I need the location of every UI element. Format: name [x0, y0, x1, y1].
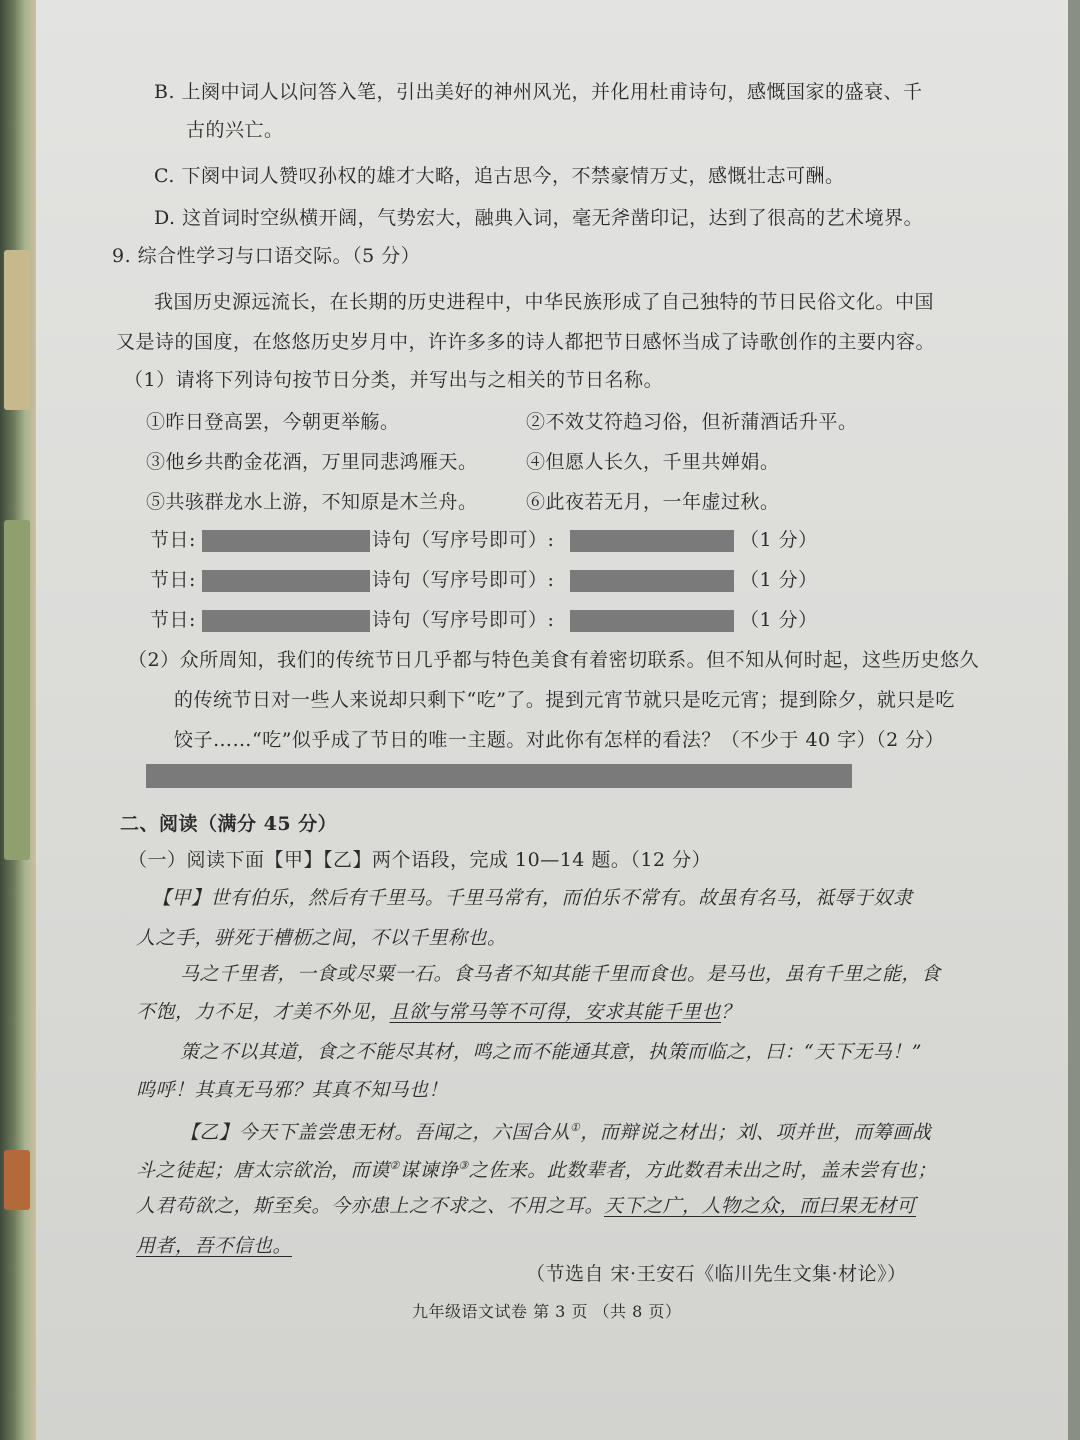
yi-line2-mid: 谋谏诤 [399, 1159, 459, 1182]
yi-line1-end: ，而辩说之材出；刘、项并世，而筹画战 [580, 1121, 932, 1144]
poem-line: ⑤共骇群龙水上游，不知原是木兰舟。 [146, 491, 478, 513]
yi-line2 [136, 1154, 937, 1182]
poem-line: ②不效艾符趋习俗，但祈蒲酒话升平。 [526, 411, 858, 433]
festival-answer-box[interactable] [202, 610, 370, 632]
yi-line1-start: 【乙】今天下盖尝患无材。吾闻之，六国合从 [180, 1121, 571, 1144]
footnote-mark: ① [570, 1121, 581, 1134]
footnote-mark: ③ [458, 1159, 469, 1172]
poem-number-answer-box[interactable] [570, 610, 734, 632]
poem-line: ⑥此夜若无月，一年虚过秋。 [526, 491, 780, 513]
q8-option-b: B. 上阕中词人以问答入笔，引出美好的神州风光，并化用杜甫诗句，感慨国家的盛衰、千 [154, 81, 923, 103]
yi-underlined-sentence: 天下之广，人物之众，而曰果无材可 [604, 1195, 917, 1217]
q9-part2-line2: 的传统节日对一些人来说却只剩下“吃”了。提到元宵节就只是吃元宵；提到除夕，就只是吃 [174, 689, 955, 711]
q9-part1-prompt: （1）请将下列诗句按节日分类，并写出与之相关的节日名称。 [124, 369, 664, 391]
festival-answer-box[interactable] [202, 530, 370, 552]
book-edge [0, 0, 36, 1440]
q9-title: 9. 综合性学习与口语交际。（5 分） [112, 245, 421, 267]
book-edge-decoration [4, 1150, 30, 1210]
book-edge-decoration [4, 520, 30, 860]
yi-line2-end: 之佐来。此数辈者，方此数君未出之时，盖未尝有也； [468, 1159, 937, 1182]
source-citation: （节选自 宋·王安石《临川先生文集·材论》） [526, 1263, 907, 1285]
jia-line4 [136, 1000, 741, 1024]
q8-option-b-cont: 古的兴亡。 [186, 119, 284, 141]
q9-part2-line3: 饺子……“吃”似乎成了节日的唯一主题。对此你有怎样的看法？（不少于 40 字）（2 分） [174, 729, 945, 751]
poem-number-label: 诗句（写序号即可）: [372, 529, 555, 551]
q8-option-d: D. 这首词时空纵横开阔，气势宏大，融典入词，毫无斧凿印记，达到了很高的艺术境界。 [154, 207, 924, 229]
poem-line: ③他乡共酌金花酒，万里同悲鸿雁天。 [146, 451, 478, 473]
yi-line3 [136, 1194, 916, 1218]
q9-intro-line1: 我国历史源远流长，在长期的历史进程中，中华民族形成了自己独特的节日民俗文化。中国 [154, 291, 935, 313]
jia-line3: 马之千里者，一食或尽粟一石。食马者不知其能千里而食也。是马也，虽有千里之能，食 [180, 963, 941, 985]
yi-line2-start: 斗之徒起；唐太宗欲治，而谟 [136, 1159, 390, 1182]
opinion-answer-box[interactable] [146, 764, 852, 788]
footnote-mark: ② [389, 1159, 400, 1172]
q9-intro-line2: 又是诗的国度，在悠悠历史岁月中，许许多多的诗人都把节日感怀当成了诗歌创作的主要内容。 [116, 331, 936, 353]
jia-underlined-sentence: 且欲与常马等不可得，安求其能千里也 [389, 1001, 722, 1023]
book-edge-decoration [4, 250, 30, 410]
poem-number-label: 诗句（写序号即可）: [372, 609, 555, 631]
festival-label: 节日: [150, 609, 196, 631]
exam-page [36, 0, 1068, 1440]
score-label: （1 分） [740, 529, 818, 551]
poem-line: ①昨日登高罢，今朝更举觞。 [146, 411, 400, 433]
score-label: （1 分） [740, 569, 818, 591]
q8-option-c: C. 下阕中词人赞叹孙权的雄才大略，追古思今，不禁豪情万丈，感慨壮志可酬。 [154, 165, 845, 187]
poem-number-answer-box[interactable] [570, 530, 734, 552]
page-footer: 九年级语文试卷 第 3 页 （共 8 页） [412, 1302, 682, 1321]
festival-answer-box[interactable] [202, 570, 370, 592]
jia-line2: 人之手，骈死于槽枥之间，不以千里称也。 [136, 927, 507, 949]
section2-instruction: （一）阅读下面【甲】【乙】两个语段，完成 10—14 题。（12 分） [128, 849, 712, 871]
poem-number-answer-box[interactable] [570, 570, 734, 592]
yi-line1 [180, 1116, 931, 1144]
jia-line4-start: 不饱，力不足，才美不外见， [136, 1001, 390, 1023]
yi-line3-start: 人君苟欲之，斯至矣。今亦患上之不求之、不用之耳。 [136, 1195, 605, 1217]
jia-line6: 呜呼！其真无马邪？其真不知马也！ [136, 1079, 449, 1101]
section2-title: 二、阅读（满分 45 分） [120, 813, 338, 835]
festival-label: 节日: [150, 529, 196, 551]
poem-line: ④但愿人长久，千里共婵娟。 [526, 451, 780, 473]
q9-part2-line1: （2）众所周知，我们的传统节日几乎都与特色美食有着密切联系。但不知从何时起，这些历史悠久 [128, 649, 980, 671]
jia-line4-end: ？ [721, 1001, 741, 1023]
yi-line4: 用者，吾不信也。 [136, 1235, 293, 1257]
festival-label: 节日: [150, 569, 196, 591]
jia-line1: 【甲】世有伯乐，然后有千里马。千里马常有，而伯乐不常有。故虽有名马，祗辱于奴隶 [152, 887, 913, 909]
poem-number-label: 诗句（写序号即可）: [372, 569, 555, 591]
jia-line5: 策之不以其道，食之不能尽其材，鸣之而不能通其意，执策而临之，曰：“天下无马！” [180, 1041, 922, 1063]
score-label: （1 分） [740, 609, 818, 631]
